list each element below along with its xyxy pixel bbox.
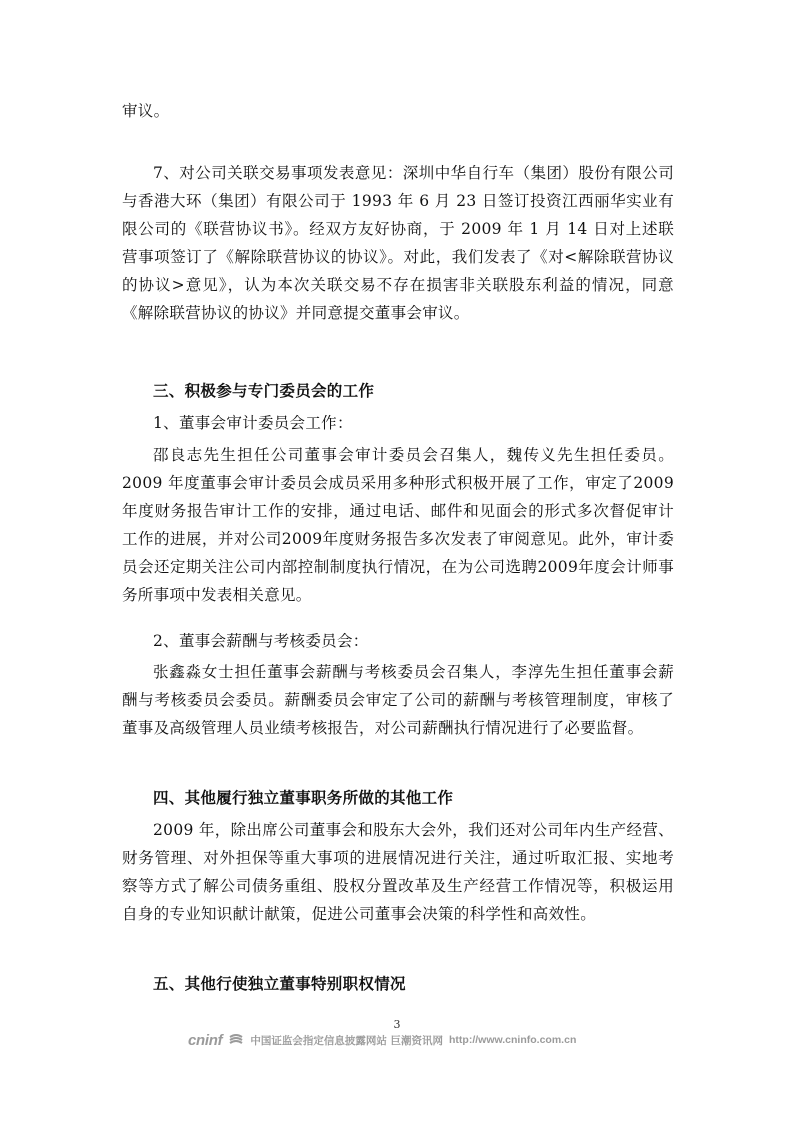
cninfo-logo-icon: [228, 1033, 244, 1047]
page-footer: [188, 1030, 576, 1050]
section-heading-4: 四、其他履行独立董事职务所做的其他工作: [153, 788, 454, 807]
footer-url: http://www.cninfo.com.cn: [449, 1034, 577, 1046]
paragraph-audit-committee: 邵良志先生担任公司董事会审计委员会召集人，魏传义先生担任委员。2009 年度董事会审计委员会成员采用多种形式积极开展了工作，审定了2009 年度财务报告审计工作的安排，通过电话、邮件和见面会的形式多次督促审计工作的进展，并对公司2009年度财务报告多次发表了审阅意见。此外，审计委员会还定期关注公司内部控制制度执行情况，在为公司选聘2009年度会计师事务所事项中发表相关意见。: [122, 446, 674, 604]
paragraph-compensation-committee: 张鑫淼女士担任董事会薪酬与考核委员会召集人，李淳先生担任董事会薪酬与考核委员会委员。薪酬委员会审定了公司的薪酬与考核管理制度，审核了董事及高级管理人员业绩考核报告，对公司薪酬执行情况进行了必要监督。: [122, 663, 674, 737]
subsection-compensation-committee: 2、董事会薪酬与考核委员会：: [153, 632, 369, 650]
cninfo-logo-text: cninf: [188, 1031, 223, 1049]
footer-site-text: 中国证监会指定信息披露网站 巨潮资讯网: [250, 1034, 443, 1047]
subsection-audit-committee: 1、董事会审计委员会工作：: [153, 414, 353, 432]
section-heading-3: 三、积极参与专门委员会的工作: [153, 381, 375, 400]
page-number: 3: [393, 1018, 401, 1031]
paragraph-other-work: 2009 年，除出席公司董事会和股东大会外，我们还对公司年内生产经营、财务管理、对外担保等重大事项的进展情况进行关注，通过听取汇报、实地考察等方式了解公司债务重组、股权分置改革及生产经营工作情况等，积极运用自身的专业知识献计献策，促进公司董事会决策的科学性和高效性。: [122, 821, 674, 923]
section-heading-5: 五、其他行使独立董事特别职权情况: [153, 974, 406, 993]
paragraph-item-7: 7、对公司关联交易事项发表意见：深圳中华自行车（集团）股份有限公司与香港大环（集团）有限公司于 1993 年 6 月 23 日签订投资江西丽华实业有限公司的《联营协议书》。经双方友好协商，于 2009 年 1 月 14 日对上述联营事项签订了《解除联营协议的协议》。对此，我们发表了《对<解除联营协议的协议>意见》，认为本次关联交易不存在损害非关联股东利益的情况，同意《解除联营协议的协议》并同意提交董事会审议。: [122, 164, 674, 322]
paragraph-continuation: 审议。: [122, 102, 170, 120]
